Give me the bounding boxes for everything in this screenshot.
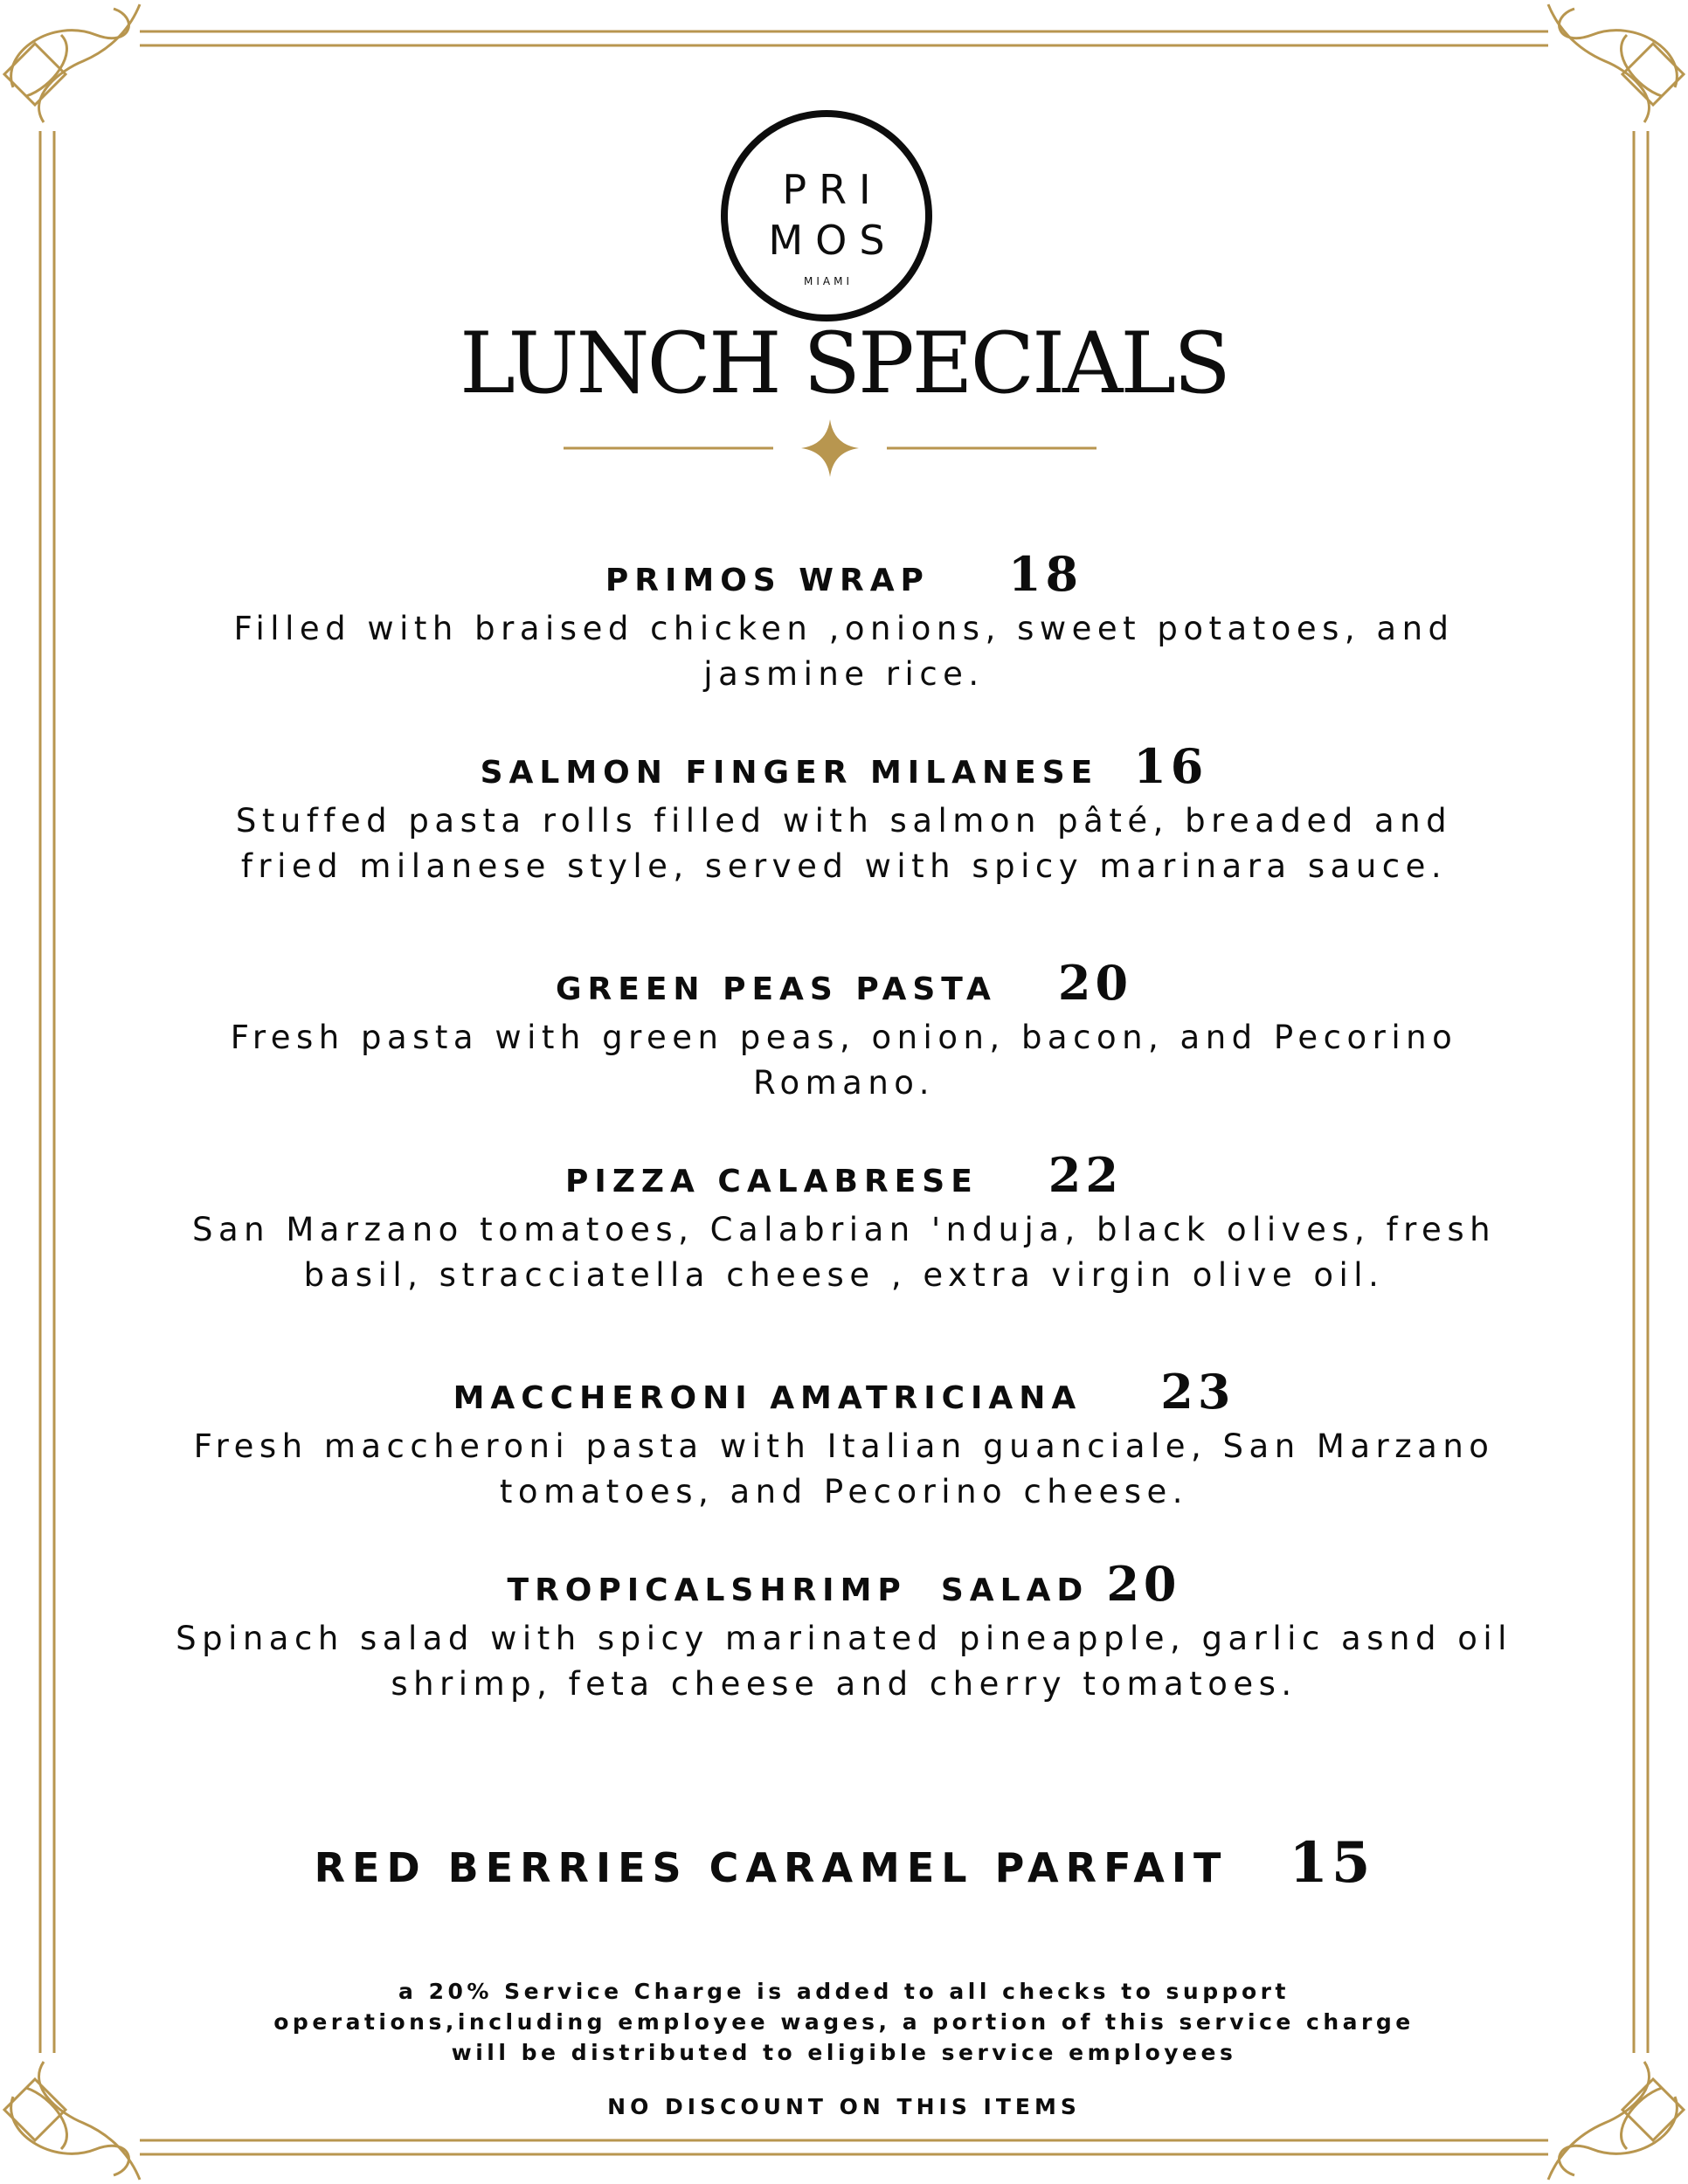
logo-text-line-1: PRI — [782, 166, 883, 213]
page-title: LUNCH SPECIALS — [460, 314, 1228, 412]
description-line: basil, stracciatella cheese , extra virgin olive oil. — [303, 1256, 1385, 1294]
description-line: San Marzano tomatoes, Calabrian 'nduja, black olives, fresh — [191, 1211, 1497, 1248]
description-line: shrimp, feta cheese and cherry tomatoes. — [391, 1665, 1297, 1703]
menu-item-description — [105, 1424, 1583, 1515]
menu-item-name: PRIMOS WRAP — [605, 563, 930, 598]
no-discount-note: NO DISCOUNT ON THIS ITEMS — [607, 2094, 1081, 2119]
menu-item-price: 22 — [1048, 1147, 1123, 1203]
menu-item-description — [105, 606, 1583, 697]
menu-item-header — [105, 738, 1583, 794]
menu-item-header — [105, 1364, 1583, 1420]
menu-item-price: 20 — [1106, 1556, 1181, 1612]
description-line: Fresh pasta with green peas, onion, bacon, and Pecorino — [230, 1019, 1458, 1056]
corner-ornament-bottom-left-icon — [4, 2062, 140, 2180]
menu-item-price: 20 — [1057, 955, 1133, 1011]
corner-ornament-top-right-icon — [1548, 4, 1684, 122]
menu-list — [105, 546, 1583, 1707]
logo-subline: MIAMI — [804, 275, 853, 287]
description-line: Filled with braised chicken ,onions, sweet potatoes, and — [233, 610, 1455, 647]
description-line: Stuffed pasta rolls filled with salmon pâté, breaded and — [235, 802, 1453, 840]
description-line: tomatoes, and Pecorino cheese. — [499, 1473, 1189, 1510]
corner-ornament-top-left-icon — [4, 4, 140, 122]
service-charge-note — [175, 1976, 1513, 2068]
menu-item-header — [105, 1147, 1583, 1203]
menu-item — [105, 1364, 1583, 1515]
menu-item — [105, 546, 1583, 697]
title-divider — [564, 419, 1097, 477]
menu-item-name: MACCHERONI AMATRICIANA — [453, 1380, 1083, 1416]
menu-item-header — [105, 1556, 1583, 1612]
dessert-name: RED BERRIES CARAMEL PARFAIT — [314, 1844, 1228, 1891]
dessert-item — [0, 1830, 1688, 1896]
service-charge-line: will be distributed to eligible service employees — [451, 2040, 1237, 2065]
menu-item-price: 16 — [1133, 738, 1208, 794]
service-charge-line: a 20% Service Charge is added to all checks to support — [398, 1979, 1290, 2004]
menu-item — [105, 1147, 1583, 1298]
primos-logo — [721, 110, 932, 321]
menu-item-name: SALMON FINGER MILANESE — [480, 755, 1099, 791]
menu-item — [105, 955, 1583, 1106]
sparkle-star-icon — [801, 419, 859, 477]
menu-item-name: TROPICALSHRIMP SALAD — [507, 1572, 1090, 1608]
menu-item-name: GREEN PEAS PASTA — [555, 971, 997, 1007]
menu-item-name: PIZZA CALABRESE — [565, 1164, 979, 1199]
description-line: fried milanese style, served with spicy marinara sauce. — [240, 847, 1448, 885]
service-charge-line: operations,including employee wages, a portion of this service charge — [273, 2009, 1415, 2035]
description-line: Spinach salad with spicy marinated pineapple, garlic asnd oil — [176, 1620, 1512, 1657]
menu-item-price: 18 — [1007, 546, 1083, 602]
description-line: Fresh maccheroni pasta with Italian guanciale, San Marzano — [193, 1427, 1495, 1465]
menu-item — [105, 738, 1583, 889]
menu-item — [105, 1556, 1583, 1707]
menu-item-description — [105, 1616, 1583, 1707]
dessert-price: 15 — [1289, 1830, 1374, 1896]
description-line: jasmine rice. — [703, 655, 985, 693]
menu-item-description — [105, 1015, 1583, 1106]
menu-item-description — [105, 1207, 1583, 1298]
description-line: Romano. — [752, 1064, 936, 1102]
menu-item-header — [105, 546, 1583, 602]
menu-item-description — [105, 798, 1583, 889]
corner-ornament-bottom-right-icon — [1548, 2062, 1684, 2180]
menu-item-header — [105, 955, 1583, 1011]
menu-item-price: 23 — [1160, 1364, 1235, 1420]
logo-text-line-2: MOS — [768, 217, 897, 264]
